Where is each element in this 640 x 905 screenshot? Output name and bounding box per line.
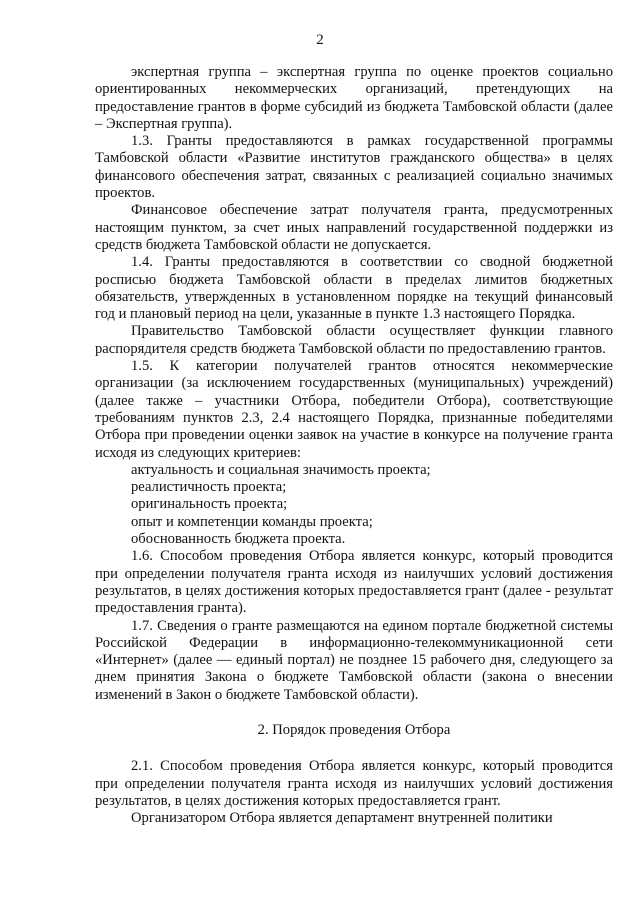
paragraph-1-3: 1.3. Гранты предоставляются в рамках государственной программы Тамбовской области «Развитие институтов гражданского общества» в целях финансового обеспечения затрат, связанных с реализацией социально значимых проектов. bbox=[95, 133, 613, 202]
paragraph-organizer: Организатором Отбора является департамент внутренней политики bbox=[131, 810, 553, 827]
paragraph-1-5: 1.5. К категории получателей грантов относятся некоммерческие организации (за исключением государственных (муниципальных) учреждений) (далее также – участники Отбора, победители Отбора), соответствующие требованиям пунктов 2.3, 2.4 настоящего Порядка, признанные победителями Отбора при проведении оценки заявок на участие в конкурсе на получение гранта исходя из следующих критериев: bbox=[95, 358, 613, 461]
section-2-heading: 2. Порядок проведения Отбора bbox=[257, 721, 451, 738]
paragraph-1-7: 1.7. Сведения о гранте размещаются на едином портале бюджетной системы Российской Федерации в информационно-телекоммуникационной сети «Интернет» (далее — единый портал) не позднее 15 рабочего дня, следующего за днем принятия Закона о бюджете Тамбовской области (закона о внесении изменений в Закон о бюджете Тамбовской области). bbox=[95, 617, 613, 703]
paragraph-2-1: 2.1. Способом проведения Отбора является конкурс, который проводится при определении получателя гранта исходя из наилучших условий достижения результатов, в целях достижения которых предоставляется грант. bbox=[95, 758, 613, 809]
criteria-list bbox=[95, 462, 613, 548]
page-number: 2 bbox=[316, 32, 324, 48]
criterion-item: оригинальность проекта; bbox=[131, 496, 288, 513]
criterion-item: реалистичность проекта; bbox=[131, 479, 287, 496]
paragraph-financing-restriction: Финансовое обеспечение затрат получателя гранта, предусмотренных настоящим пунктом, за счет иных направлений государственной поддержки из средств бюджета Тамбовской области не допускается. bbox=[95, 202, 613, 253]
criterion-item: актуальность и социальная значимость проекта; bbox=[131, 461, 431, 478]
criterion-item: опыт и компетенции команды проекта; bbox=[131, 513, 373, 530]
paragraph-expert-group-definition: экспертная группа – экспертная группа по оценке проектов социально ориентированных некоммерческих организаций, претендующих на предоставление грантов в форме субсидий из бюджета Тамбовской области (далее – Экспертная группа). bbox=[95, 64, 613, 132]
paragraph-1-4: 1.4. Гранты предоставляются в соответствии со сводной бюджетной росписью бюджета Тамбовской области в пределах лимитов бюджетных обязательств, утвержденных в установленном порядке на текущий финансовый год и плановый период на цели, указанные в пункте 1.3 настоящего Порядка. bbox=[95, 254, 613, 323]
criterion-item: обоснованность бюджета проекта. bbox=[131, 531, 346, 548]
paragraph-1-6: 1.6. Способом проведения Отбора является конкурс, который проводится при определении получателя гранта исходя из наилучших условий достижения результатов, в целях достижения которых предоставляется грант (далее - результат предоставления гранта). bbox=[95, 548, 613, 617]
document-body bbox=[95, 64, 613, 827]
paragraph-government-role: Правительство Тамбовской области осуществляет функции главного распорядителя средств бюджета Тамбовской области по предоставлению грантов. bbox=[95, 323, 613, 357]
